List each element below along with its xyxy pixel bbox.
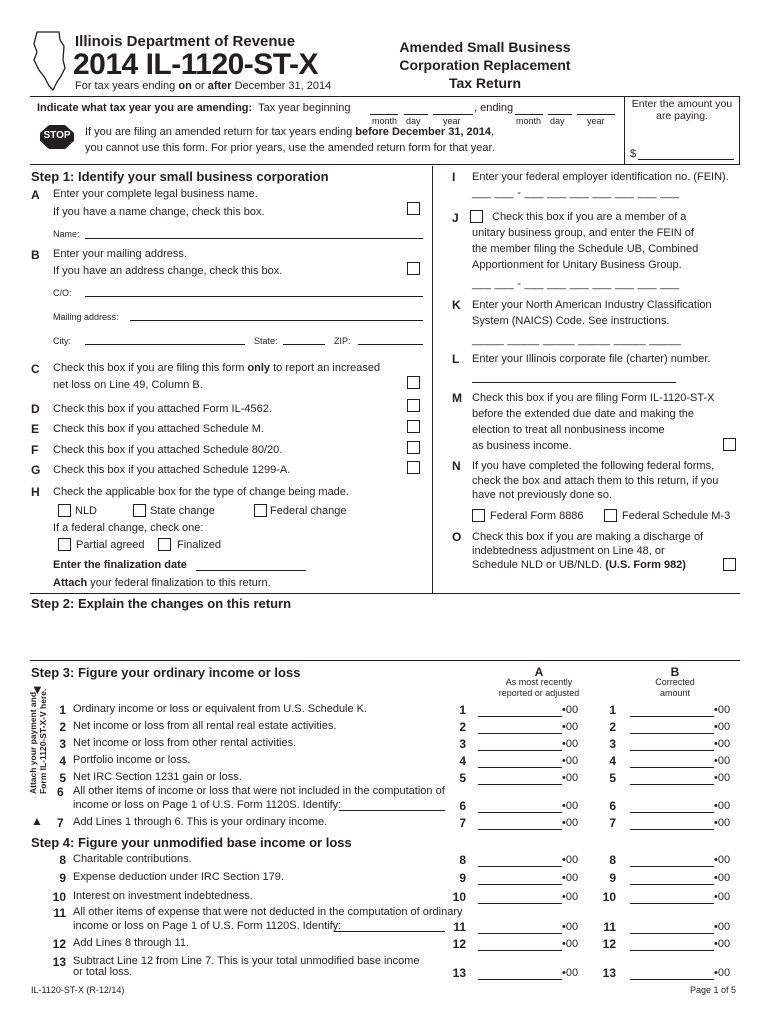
- line-10-column-a-field[interactable]: [478, 903, 562, 904]
- begin-month-field[interactable]: [370, 114, 398, 115]
- cents-label: •00: [562, 891, 579, 903]
- step1-title: Step 1: Identify your small business corporation: [31, 169, 329, 184]
- column-b-line-ref: 7: [609, 816, 616, 830]
- column-b-line-ref: 9: [609, 871, 616, 885]
- day-label: day: [406, 116, 421, 126]
- item-o-text-2: indebtedness adjustment on Line 48, or: [472, 545, 665, 557]
- item-i-text: Enter your federal employer identification no. (FEIN).: [472, 171, 729, 183]
- line-6-column-b-field[interactable]: [630, 812, 714, 813]
- line-number: 10: [52, 890, 66, 904]
- cents-label: •00: [714, 704, 731, 716]
- item-letter: E: [31, 422, 40, 436]
- form-subtitle: For tax years ending on or after December 31, 2014: [75, 80, 332, 92]
- column-b-line-ref: 3: [609, 737, 616, 751]
- month-label: month: [516, 116, 542, 126]
- state-change-label: State change: [150, 505, 215, 517]
- attach-payment-note: Attach your payment and Form IL-1120-ST-X-V here.: [28, 688, 48, 794]
- line-number: 12: [52, 937, 66, 951]
- line-text: Net IRC Section 1231 gain or loss.: [73, 771, 242, 783]
- line-6-text-2: income or loss on Page 1 of U.S. Form 1120S. Identify:: [73, 799, 342, 811]
- line-3-column-a-field[interactable]: [478, 750, 562, 751]
- item-b-text: Enter your mailing address.: [53, 248, 187, 260]
- name-label: Name:: [53, 229, 80, 239]
- line-12-text: Add Lines 8 through 11.: [73, 937, 189, 949]
- item-o-text: Check this box if you are making a discharge of: [472, 531, 704, 543]
- item-d-text: Check this box if you attached Form IL-4562.: [53, 403, 272, 415]
- line-5-column-b-field[interactable]: [630, 784, 714, 785]
- line-10-column-b-field[interactable]: [630, 903, 714, 904]
- item-n-text-3: have not previously done so.: [472, 489, 613, 501]
- federal-change-instruction: If a federal change, check one:: [53, 522, 204, 534]
- line-text: Portfolio income or loss.: [73, 754, 191, 766]
- line-number: 6: [57, 785, 64, 799]
- cents-label: •00: [714, 817, 731, 829]
- column-b-line-ref: 5: [609, 771, 616, 785]
- item-k-text-2: System (NAICS) Code. See instructions.: [472, 315, 670, 327]
- item-letter: K: [452, 298, 461, 312]
- line-13-column-b-field[interactable]: [630, 979, 714, 980]
- finalized-label: Finalized: [177, 539, 222, 551]
- schedule-m-checkbox[interactable]: [407, 420, 420, 433]
- item-letter: B: [31, 248, 40, 262]
- line-number: 2: [59, 720, 66, 734]
- begin-year-field[interactable]: [433, 114, 473, 115]
- form-8886-label: Federal Form 8886: [490, 510, 584, 522]
- cents-label: •00: [562, 738, 579, 750]
- item-k-text: Enter your North American Industry Classification: [472, 299, 712, 311]
- cents-label: •00: [562, 800, 579, 812]
- column-a-line-ref: 13: [452, 966, 466, 980]
- column-b-line-ref: 13: [602, 966, 616, 980]
- naics-field[interactable]: _____ _____ _____ _____ _____ _____: [472, 334, 682, 346]
- fein-field[interactable]: ___ ___ - ___ ___ ___ ___ ___ ___ ___: [472, 187, 680, 199]
- state-change-checkbox[interactable]: [133, 504, 146, 517]
- item-j-text: Check this box if you are a member of a: [492, 211, 687, 223]
- item-letter: J: [452, 211, 459, 225]
- end-month-field[interactable]: [515, 114, 543, 115]
- line-6-identify-field[interactable]: [339, 810, 445, 811]
- line-8-column-a-field[interactable]: [478, 866, 562, 867]
- item-g-text: Check this box if you attached Schedule 1299-A.: [53, 464, 291, 476]
- year-label: year: [587, 116, 605, 126]
- item-j-text-2: unitary business group, and enter the FEIN of: [472, 227, 694, 239]
- item-letter: C: [31, 362, 40, 376]
- item-j-text-4: Apportionment for Unitary Business Group.: [472, 259, 682, 271]
- cents-label: •00: [562, 872, 579, 884]
- year-label: year: [443, 116, 461, 126]
- city-label: City:: [53, 336, 71, 346]
- item-c-text-2: net loss on Line 49, Column B.: [53, 379, 203, 391]
- month-label: month: [372, 116, 398, 126]
- co-label: C/O:: [53, 288, 72, 298]
- finalized-checkbox[interactable]: [158, 538, 171, 551]
- line-12-column-b-field[interactable]: [630, 950, 714, 951]
- down-arrow-icon: ▼: [31, 682, 44, 697]
- line-6-text: All other items of income or loss that were not included in the computation of: [73, 785, 445, 797]
- divider: [30, 164, 740, 165]
- line-number: 7: [57, 816, 64, 830]
- increased-net-loss-checkbox[interactable]: [407, 376, 420, 389]
- item-letter: D: [31, 402, 40, 416]
- name-change-checkbox[interactable]: [407, 202, 420, 215]
- line-13-text-2: or total loss.: [73, 966, 133, 978]
- cents-label: •00: [714, 800, 731, 812]
- end-day-field[interactable]: [548, 114, 572, 115]
- line-number: 1: [59, 703, 66, 717]
- line-number: 3: [59, 737, 66, 751]
- form-il4562-checkbox[interactable]: [407, 399, 420, 412]
- column-a-line-ref: 7: [459, 816, 466, 830]
- item-j-text-3: the member filing the Schedule UB, Combined: [472, 243, 699, 255]
- cents-label: •00: [714, 854, 731, 866]
- item-n-text-2: check the box and attach them to this return, if you: [472, 475, 719, 487]
- column-a-line-ref: 9: [459, 871, 466, 885]
- zip-label: ZIP:: [334, 336, 351, 346]
- line-text: Expense deduction under IRC Section 179.: [73, 871, 284, 883]
- line-11-identify-field[interactable]: [334, 931, 445, 932]
- line-11-column-a-field[interactable]: [478, 933, 562, 934]
- schedule-m3-label: Federal Schedule M-3: [622, 510, 731, 522]
- item-letter: L: [452, 352, 460, 366]
- line-8-column-b-field[interactable]: [630, 866, 714, 867]
- cents-label: •00: [714, 872, 731, 884]
- item-m-text-4: as business income.: [472, 440, 572, 452]
- column-b-line-ref: 12: [602, 937, 616, 951]
- column-b-line-ref: 8: [609, 853, 616, 867]
- line-text: Interest on investment indebtedness.: [73, 890, 253, 902]
- item-letter: M: [452, 391, 462, 405]
- cents-label: •00: [562, 967, 579, 979]
- item-c-text: Check this box if you are filing this form only to report an increased: [53, 362, 381, 374]
- cents-label: •00: [562, 755, 579, 767]
- mailing-address-field[interactable]: [130, 320, 423, 321]
- form-title: 2014 IL-1120-ST-X: [73, 48, 318, 81]
- nonbusiness-election-checkbox[interactable]: [723, 438, 736, 451]
- column-b-heading: Corrected amount: [655, 677, 695, 698]
- step3-title: Step 3: Figure your ordinary income or loss: [31, 665, 301, 680]
- mailing-address-label: Mailing address:: [53, 312, 119, 322]
- line-3-column-b-field[interactable]: [630, 750, 714, 751]
- column-b-line-ref: 11: [603, 920, 616, 934]
- stop-notice: If you are filing an amended return for tax years ending before December 31, 2014,: [85, 126, 495, 138]
- line-13-text: Subtract Line 12 from Line 7. This is your total unmodified base income: [73, 955, 420, 967]
- divider: [30, 593, 740, 594]
- column-a-line-ref: 6: [459, 799, 466, 813]
- discharge-indebtedness-checkbox[interactable]: [723, 558, 736, 571]
- divider: [30, 660, 740, 661]
- line-4-column-b-field[interactable]: [630, 767, 714, 768]
- divider: [624, 96, 625, 164]
- cents-label: •00: [714, 721, 731, 733]
- item-a-text-2: If you have a name change, check this box.: [53, 206, 265, 218]
- column-a-line-ref: 5: [459, 771, 466, 785]
- column-b-line-ref: 10: [602, 890, 616, 904]
- item-m-text: Check this box if you are filing Form IL-1120-ST-X: [472, 392, 715, 404]
- form-8886-checkbox[interactable]: [472, 509, 485, 522]
- cents-label: •00: [562, 938, 579, 950]
- charter-number-field[interactable]: [472, 382, 676, 383]
- illinois-map-icon: [31, 30, 67, 92]
- item-letter: H: [31, 485, 40, 499]
- item-m-text-3: election to treat all nonbusiness income: [472, 424, 665, 436]
- begin-day-field[interactable]: [404, 114, 428, 115]
- step2-title: Step 2: Explain the changes on this return: [31, 596, 292, 611]
- business-name-field[interactable]: [85, 238, 423, 239]
- line-6-column-a-field[interactable]: [478, 812, 562, 813]
- line-text: Net income or loss from other rental activities.: [73, 737, 297, 749]
- line-7-column-b-field[interactable]: [630, 829, 714, 830]
- partial-agreed-checkbox[interactable]: [58, 538, 71, 551]
- city-field[interactable]: [85, 344, 245, 345]
- end-year-field[interactable]: [577, 114, 615, 115]
- item-l-text: Enter your Illinois corporate file (charter) number.: [472, 353, 711, 365]
- stop-notice-2: you cannot use this form. For prior years, use the amended return form for that year.: [85, 142, 495, 154]
- ending-label: , ending: [474, 102, 514, 114]
- line-number: 11: [53, 906, 66, 920]
- column-b-line-ref: 4: [609, 754, 616, 768]
- schedule-m3-checkbox[interactable]: [604, 509, 617, 522]
- column-a-line-ref: 3: [459, 737, 466, 751]
- column-b-letter: B: [670, 665, 680, 679]
- form-right-title: Amended Small Business Corporation Replacement Tax Return: [399, 39, 571, 91]
- line-number: 5: [59, 771, 66, 785]
- item-h-text: Check the applicable box for the type of change being made.: [53, 486, 349, 498]
- finalization-date-field[interactable]: [196, 570, 306, 571]
- column-a-letter: A: [534, 665, 544, 679]
- column-a-line-ref: 12: [452, 937, 466, 951]
- cents-label: •00: [562, 817, 579, 829]
- state-field[interactable]: [283, 344, 325, 345]
- column-b-line-ref: 1: [609, 703, 616, 717]
- item-letter: G: [31, 463, 41, 477]
- line-7-column-a-field[interactable]: [478, 829, 562, 830]
- item-a-text: Enter your complete legal business name.: [53, 188, 258, 200]
- column-a-line-ref: 11: [453, 920, 466, 934]
- unitary-fein-field[interactable]: ___ ___ - ___ ___ ___ ___ ___ ___ ___: [472, 278, 680, 290]
- item-letter: O: [452, 530, 462, 544]
- line-11-text: All other items of expense that were not deducted in the computation of ordinary: [73, 906, 463, 918]
- finalization-date-label: Enter the finalization date: [53, 559, 187, 571]
- line-text: Net income or loss from all rental real estate activities.: [73, 720, 337, 732]
- cents-label: •00: [714, 738, 731, 750]
- dollar-sign: $: [630, 148, 637, 160]
- nld-checkbox[interactable]: [58, 504, 71, 517]
- column-a-line-ref: 10: [452, 890, 466, 904]
- line-11-text-2: income or loss on Page 1 of U.S. Form 1120S. Identify:: [73, 920, 342, 932]
- item-letter: N: [452, 459, 461, 473]
- line-5-column-a-field[interactable]: [478, 784, 562, 785]
- column-a-line-ref: 4: [459, 754, 466, 768]
- column-a-line-ref: 8: [459, 853, 466, 867]
- divider: [30, 96, 740, 97]
- item-b-text-2: If you have an address change, check this box.: [53, 265, 283, 277]
- schedule-1299a-checkbox[interactable]: [407, 461, 420, 474]
- item-letter: I: [452, 170, 456, 184]
- federal-change-checkbox[interactable]: [254, 504, 267, 517]
- cents-label: •00: [562, 772, 579, 784]
- cents-label: •00: [714, 755, 731, 767]
- cents-label: •00: [714, 938, 731, 950]
- line-number: 9: [59, 871, 66, 885]
- cents-label: •00: [562, 854, 579, 866]
- tax-year-indicator: Indicate what tax year you are amending: Tax year beginning: [37, 102, 351, 114]
- line-number: 8: [59, 853, 66, 867]
- item-n-text: If you have completed the following federal forms,: [472, 460, 715, 472]
- unitary-member-checkbox[interactable]: [470, 210, 483, 223]
- cents-label: •00: [714, 921, 731, 933]
- line-number: 4: [59, 754, 66, 768]
- agency-name: Illinois Department of Revenue: [75, 33, 296, 50]
- nld-label: NLD: [75, 505, 98, 517]
- line-text: Ordinary income or loss or equivalent from U.S. Schedule K.: [73, 703, 368, 715]
- cents-label: •00: [562, 704, 579, 716]
- line-text: Charitable contributions.: [73, 853, 192, 865]
- divider: [432, 166, 433, 594]
- partial-agreed-label: Partial agreed: [76, 539, 145, 551]
- column-a-heading: As most recently reported or adjusted: [498, 677, 580, 698]
- schedule-8020-checkbox[interactable]: [407, 441, 420, 454]
- line-1-column-a-field[interactable]: [478, 716, 562, 717]
- column-b-line-ref: 6: [609, 799, 616, 813]
- item-letter: F: [31, 443, 39, 457]
- item-m-text-2: before the extended due date and making the: [472, 408, 695, 420]
- column-a-line-ref: 1: [459, 703, 466, 717]
- co-field[interactable]: [85, 296, 423, 297]
- amount-paying-label: Enter the amount you are paying.: [631, 98, 733, 122]
- line-2-column-a-field[interactable]: [478, 733, 562, 734]
- cents-label: •00: [714, 967, 731, 979]
- attach-finalization-text: Attach your federal finalization to this return.: [53, 577, 271, 589]
- line-9-column-b-field[interactable]: [630, 884, 714, 885]
- line-number: 13: [52, 955, 66, 969]
- line-4-column-a-field[interactable]: [478, 767, 562, 768]
- form-id-footer: IL-1120-ST-X (R-12/14): [31, 985, 125, 995]
- item-e-text: Check this box if you attached Schedule M.: [53, 423, 264, 435]
- page-number: Page 1 of 5: [690, 985, 737, 995]
- divider: [739, 96, 740, 164]
- stop-sign-icon: STOP: [39, 124, 75, 150]
- cents-label: •00: [714, 772, 731, 784]
- amount-paying-field[interactable]: [638, 159, 734, 160]
- column-b-line-ref: 2: [609, 720, 616, 734]
- day-label: day: [550, 116, 565, 126]
- line-13-column-a-field[interactable]: [478, 979, 562, 980]
- cents-label: •00: [714, 891, 731, 903]
- explanation-field[interactable]: [30, 614, 740, 658]
- item-f-text: Check this box if you attached Schedule 80/20.: [53, 444, 283, 456]
- line-1-column-b-field[interactable]: [630, 716, 714, 717]
- state-label: State:: [254, 336, 278, 346]
- item-o-text-3: Schedule NLD or UB/NLD. (U.S. Form 982): [472, 559, 686, 571]
- line-9-column-a-field[interactable]: [478, 884, 562, 885]
- line-7-text: Add Lines 1 through 6. This is your ordinary income.: [73, 816, 328, 828]
- item-letter: A: [31, 188, 40, 202]
- federal-change-label: Federal change: [270, 505, 347, 517]
- line-2-column-b-field[interactable]: [630, 733, 714, 734]
- cents-label: •00: [562, 721, 579, 733]
- up-arrow-icon: ▲: [31, 814, 43, 828]
- zip-field[interactable]: [358, 344, 423, 345]
- column-a-line-ref: 2: [459, 720, 466, 734]
- step4-title: Step 4: Figure your unmodified base income or loss: [31, 835, 352, 850]
- line-11-column-b-field[interactable]: [630, 933, 714, 934]
- cents-label: •00: [562, 921, 579, 933]
- line-12-column-a-field[interactable]: [478, 950, 562, 951]
- address-change-checkbox[interactable]: [407, 262, 420, 275]
